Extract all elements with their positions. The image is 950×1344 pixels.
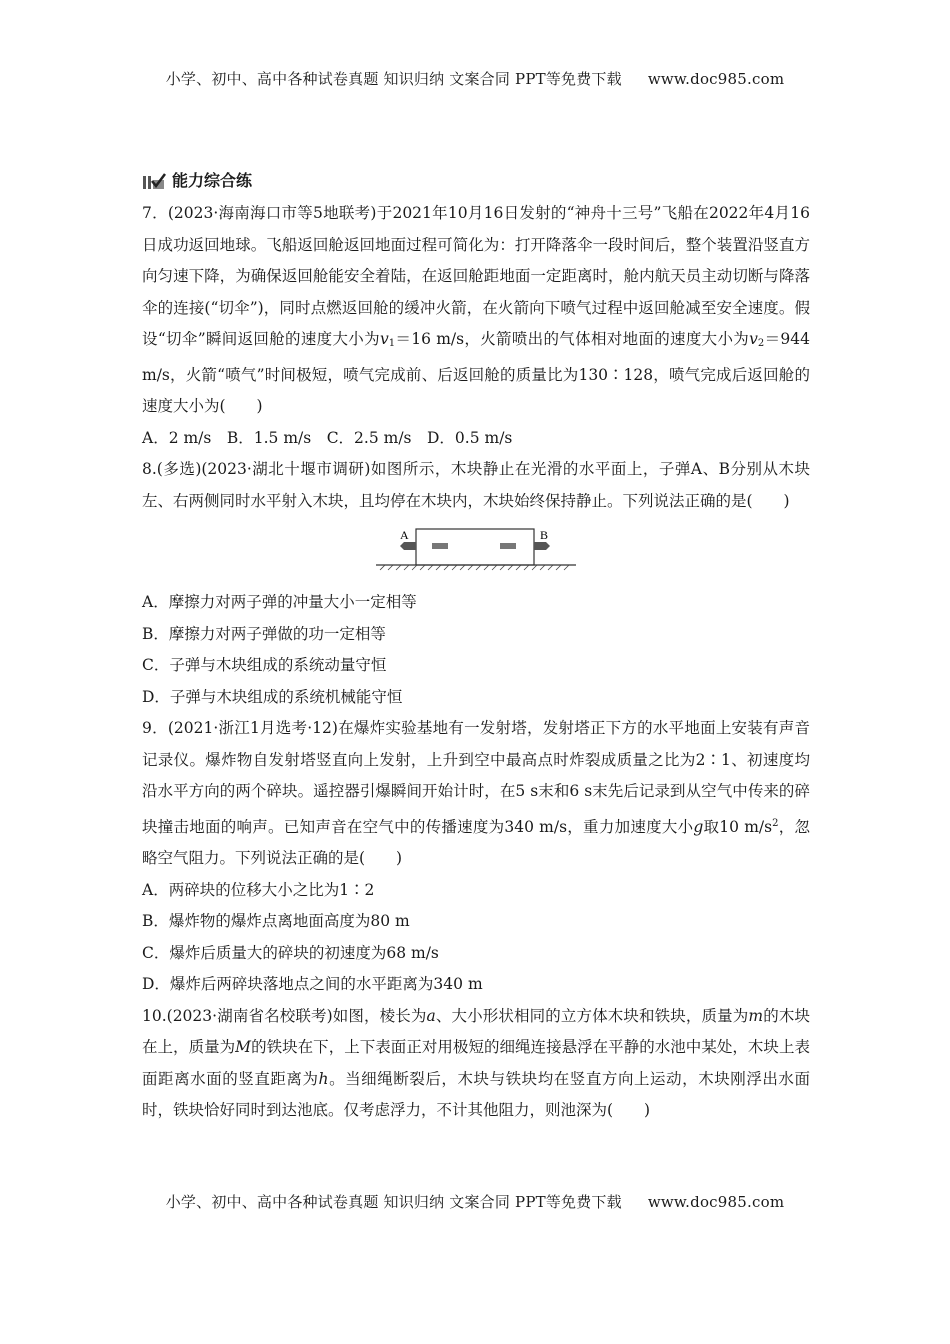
page-header <box>0 68 950 89</box>
header-text: 小学、初中、高中各种试卷真题 知识归纳 文案合同 PPT等免费下载 <box>165 70 622 88</box>
q7-var-v2: v <box>749 330 758 348</box>
question-10 <box>142 1001 810 1127</box>
footer-url[interactable]: www.doc985.com <box>647 1193 785 1211</box>
question-10-stem <box>142 1001 810 1127</box>
q9-option-c: C．爆炸后质量大的碎块的初速度为68 m/s <box>142 943 439 962</box>
q9-text-1: 9．(2021·浙江1月选考·12)在爆炸实验基地有一发射塔，发射塔正下方的水平地面上安装有声音记录仪。爆炸物自发射塔竖直向上发射，上升到空中最高点时炸裂成质量之比为2∶1、初速度均沿水平方向的两个碎块。遥控器引爆瞬间开始计时，在5 s末和6 s末先后记录到从空气中传来的碎块撞击地面的响声。已知声音在空气中的传播速度为340 m/s，重力加速度大小 <box>142 719 810 836</box>
q10-text-4: 的铁块在下，上下表面正对用极短的细绳连接悬浮在平静的水池中某处，木块上表面距离水面的竖直距离为 <box>142 1038 810 1088</box>
q8-option-b: B．摩擦力对两子弹做的功一定相等 <box>142 624 386 643</box>
block-diagram <box>376 521 576 581</box>
q10-text-5: 。当细绳断裂后，木块与铁块均在竖直方向上运动，木块刚浮出水面时，铁块恰好同时到达池底。仅考虑浮力，不计其他阻力，则池深为( ) <box>142 1069 810 1119</box>
section-title: 能力综合练 <box>172 171 253 191</box>
q9-text-3: ，忽略空气阻力。下列说法正确的是( ) <box>142 817 810 867</box>
question-7-stem <box>142 198 810 423</box>
bullet-b-icon <box>534 542 550 550</box>
q7-text-3: ＝944 m/s，火箭“喷气”时间极短，喷气完成前、后返回舱的质量比为130∶128，喷气完成后返回舱的速度大小为( ) <box>142 330 810 415</box>
q8-option-d: D．子弹与木块组成的系统机械能守恒 <box>142 687 403 706</box>
block-bullets-figure <box>142 521 810 581</box>
question-9 <box>142 713 810 1001</box>
section-heading <box>142 168 810 194</box>
q10-var-h: h <box>318 1069 329 1088</box>
q10-text-2: 、大小形状相同的立方体木块和铁块，质量为 <box>435 1006 749 1025</box>
page-footer <box>0 1191 950 1212</box>
q10-var-M: M <box>235 1038 252 1056</box>
label-b: B <box>540 528 549 542</box>
q7-var-v1: v <box>379 330 389 348</box>
checkmark-icon <box>142 171 166 191</box>
q8-option-a: A．摩擦力对两子弹的冲量大小一定相等 <box>142 593 417 611</box>
question-8-stem: 8.(多选)(2023·湖北十堰市调研)如图所示，木块静止在光滑的水平面上，子弹A、B分别从木块左、右两侧同时水平射入木块，且均停在木块内，木块始终保持静止。下列说法正确的是( ) <box>142 460 810 510</box>
q7-sub-1: 1 <box>388 338 396 349</box>
question-7-options: A．2 m/s B．1.5 m/s C．2.5 m/s D．0.5 m/s <box>142 428 513 447</box>
q9-text-2: 取10 m/s <box>703 817 773 836</box>
ground-hatching <box>380 565 569 570</box>
question-7 <box>142 198 810 454</box>
q10-text-1: 10.(2023·湖南省名校联考)如图，棱长为 <box>142 1006 427 1025</box>
question-8 <box>142 454 810 713</box>
q10-var-a: a <box>426 1006 436 1025</box>
q9-option-a: A．两碎块的位移大小之比为1∶2 <box>142 880 375 899</box>
q9-option-b: B．爆炸物的爆炸点离地面高度为80 m <box>142 912 410 930</box>
q7-sub-2: 2 <box>757 338 765 349</box>
bullet-a-icon <box>400 542 416 550</box>
q9-sup: 2 <box>772 817 779 829</box>
footer-text: 小学、初中、高中各种试卷真题 知识归纳 文案合同 PPT等免费下载 <box>165 1193 622 1211</box>
q9-option-d: D．爆炸后两碎块落地点之间的水平距离为340 m <box>142 975 483 993</box>
question-9-stem <box>142 713 810 875</box>
q8-option-c: C．子弹与木块组成的系统动量守恒 <box>142 656 387 674</box>
q10-text-3: 的木块在上，质量为 <box>142 1006 810 1056</box>
page-content <box>142 168 810 1127</box>
header-url[interactable]: www.doc985.com <box>647 70 785 88</box>
q9-var-g: g <box>693 817 704 836</box>
q10-var-m: m <box>748 1006 764 1025</box>
q7-text-1: 7．(2023·海南海口市等5地联考)于2021年10月16日发射的“神舟十三号”飞船在2022年4月16日成功返回地球。飞船返回舱返回地面过程可简化为：打开降落伞一段时间后，整个装置沿竖直方向匀速下降，为确保返回舱能安全着陆，在返回舱距地面一定距离时，舱内航天员主动切断与降落伞的连接(“切伞”)，同时点燃返回舱的缓冲火箭，在火箭向下喷气过程中返回舱减至安全速度。假设“切伞”瞬间返回舱的速度大小为 <box>142 204 810 348</box>
label-a: A <box>400 528 409 542</box>
q7-text-2: ＝16 m/s，火箭喷出的气体相对地面的速度大小为 <box>395 330 750 348</box>
